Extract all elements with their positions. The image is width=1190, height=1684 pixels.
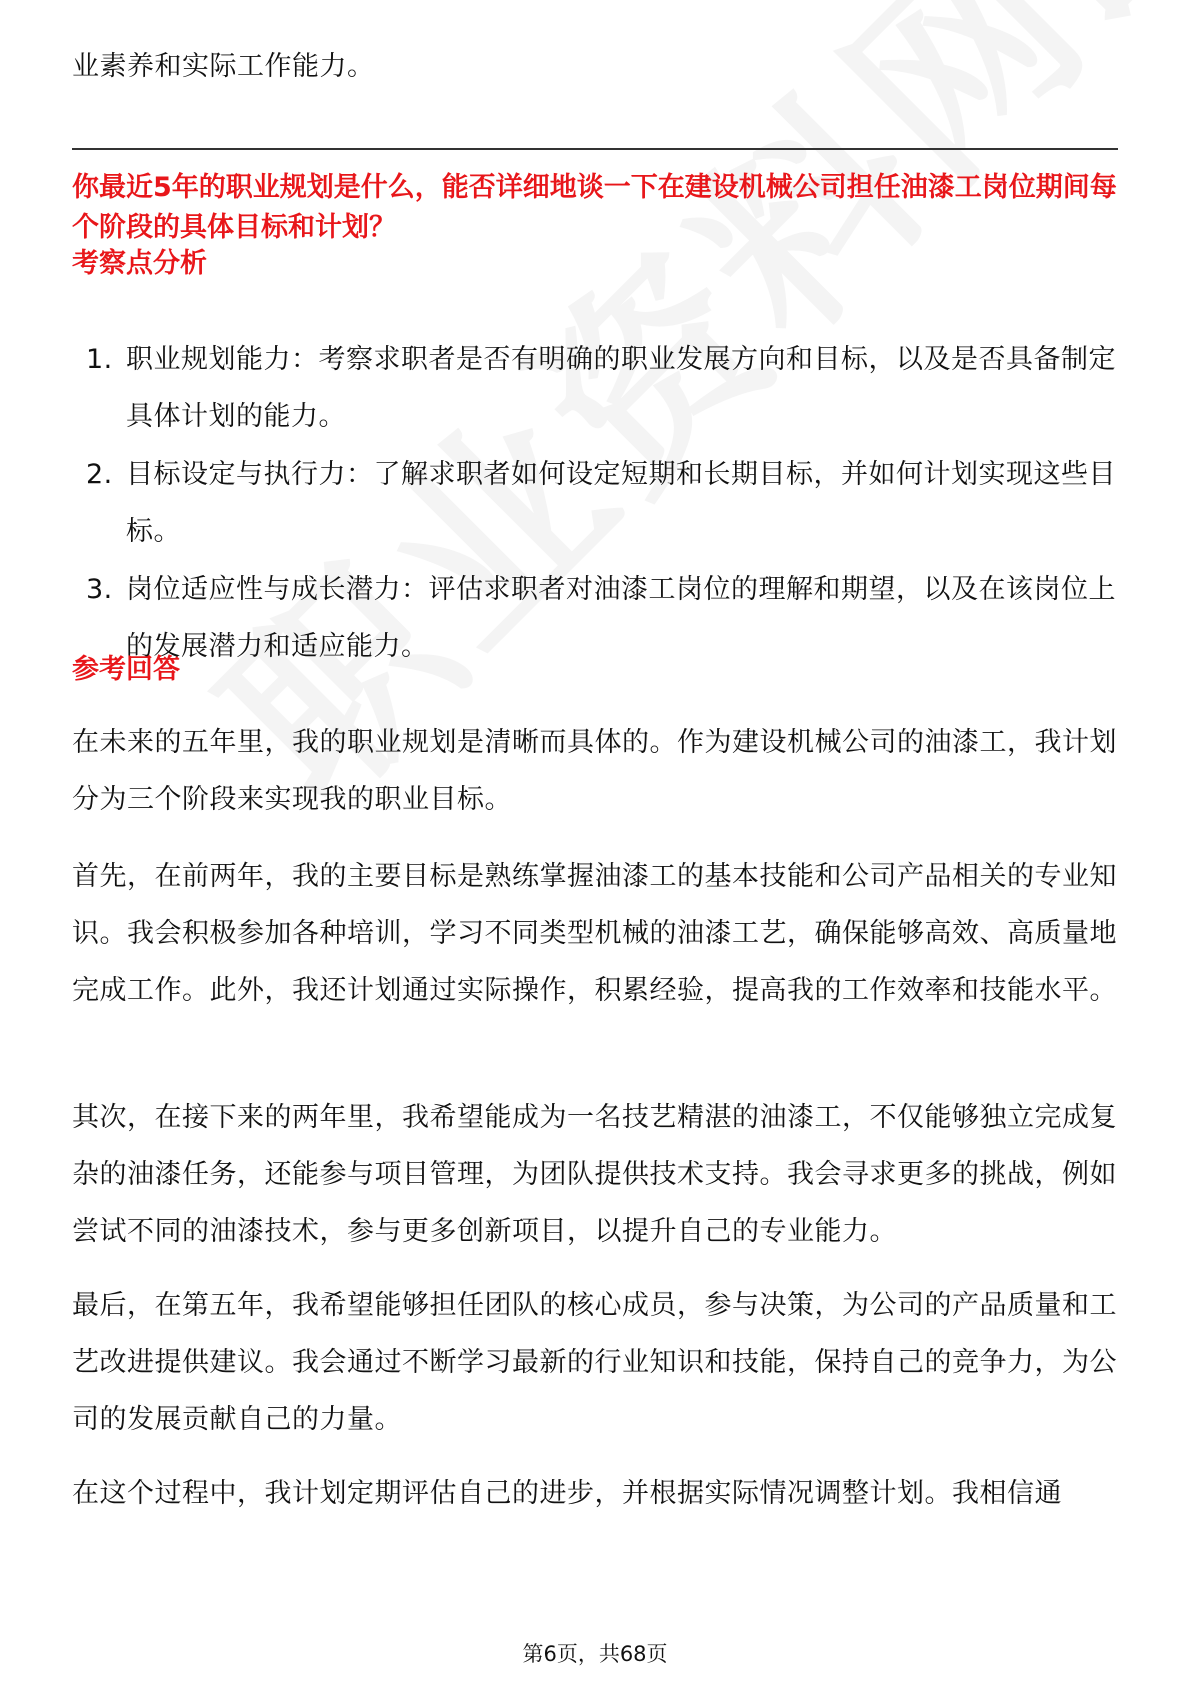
divider [72,148,1118,150]
answer-heading: 参考回答 [72,654,180,685]
list-item-number: 2. [86,459,113,490]
list-item [72,561,1118,675]
analysis-heading: 考察点分析 [72,248,207,279]
continued-text: 业素养和实际工作能力。 [72,51,375,82]
list-item [72,331,1118,445]
list-item-number: 1. [86,344,113,375]
list-item [72,446,1118,560]
analysis-list [72,331,1118,676]
answer-paragraph: 在这个过程中，我计划定期评估自己的进步，并根据实际情况调整计划。我相信通 [72,1478,1062,1509]
list-item-text: 职业规划能力：考察求职者是否有明确的职业发展方向和目标，以及是否具备制定具体计划的能力。 [126,344,1116,432]
page-number: 第6页，共68页 [522,1642,668,1666]
answer-paragraph: 其次，在接下来的两年里，我希望能成为一名技艺精湛的油漆工，不仅能够独立完成复杂的油漆任务，还能参与项目管理，为团队提供技术支持。我会寻求更多的挑战，例如尝试不同的油漆技术，参与更多创新项目，以提升自己的专业能力。 [72,1102,1117,1247]
answer-paragraph: 最后，在第五年，我希望能够担任团队的核心成员，参与决策，为公司的产品质量和工艺改进提供建议。我会通过不断学习最新的行业知识和技能，保持自己的竞争力，为公司的发展贡献自己的力量。 [72,1290,1117,1435]
list-item-number: 3. [86,574,113,605]
question-title: 你最近5年的职业规划是什么，能否详细地谈一下在建设机械公司担任油漆工岗位期间每个阶段的具体目标和计划？ [72,172,1117,243]
list-item-text: 目标设定与执行力：了解求职者如何设定短期和长期目标，并如何计划实现这些目标。 [126,459,1116,547]
answer-paragraph: 在未来的五年里，我的职业规划是清晰而具体的。作为建设机械公司的油漆工，我计划分为三个阶段来实现我的职业目标。 [72,727,1117,815]
answer-paragraph: 首先，在前两年，我的主要目标是熟练掌握油漆工的基本技能和公司产品相关的专业知识。我会积极参加各种培训，学习不同类型机械的油漆工艺，确保能够高效、高质量地完成工作。此外，我还计划通过实际操作，积累经验，提高我的工作效率和技能水平。 [72,861,1117,1006]
list-item-text: 岗位适应性与成长潜力：评估求职者对油漆工岗位的理解和期望，以及在该岗位上的发展潜力和适应能力。 [126,574,1116,662]
